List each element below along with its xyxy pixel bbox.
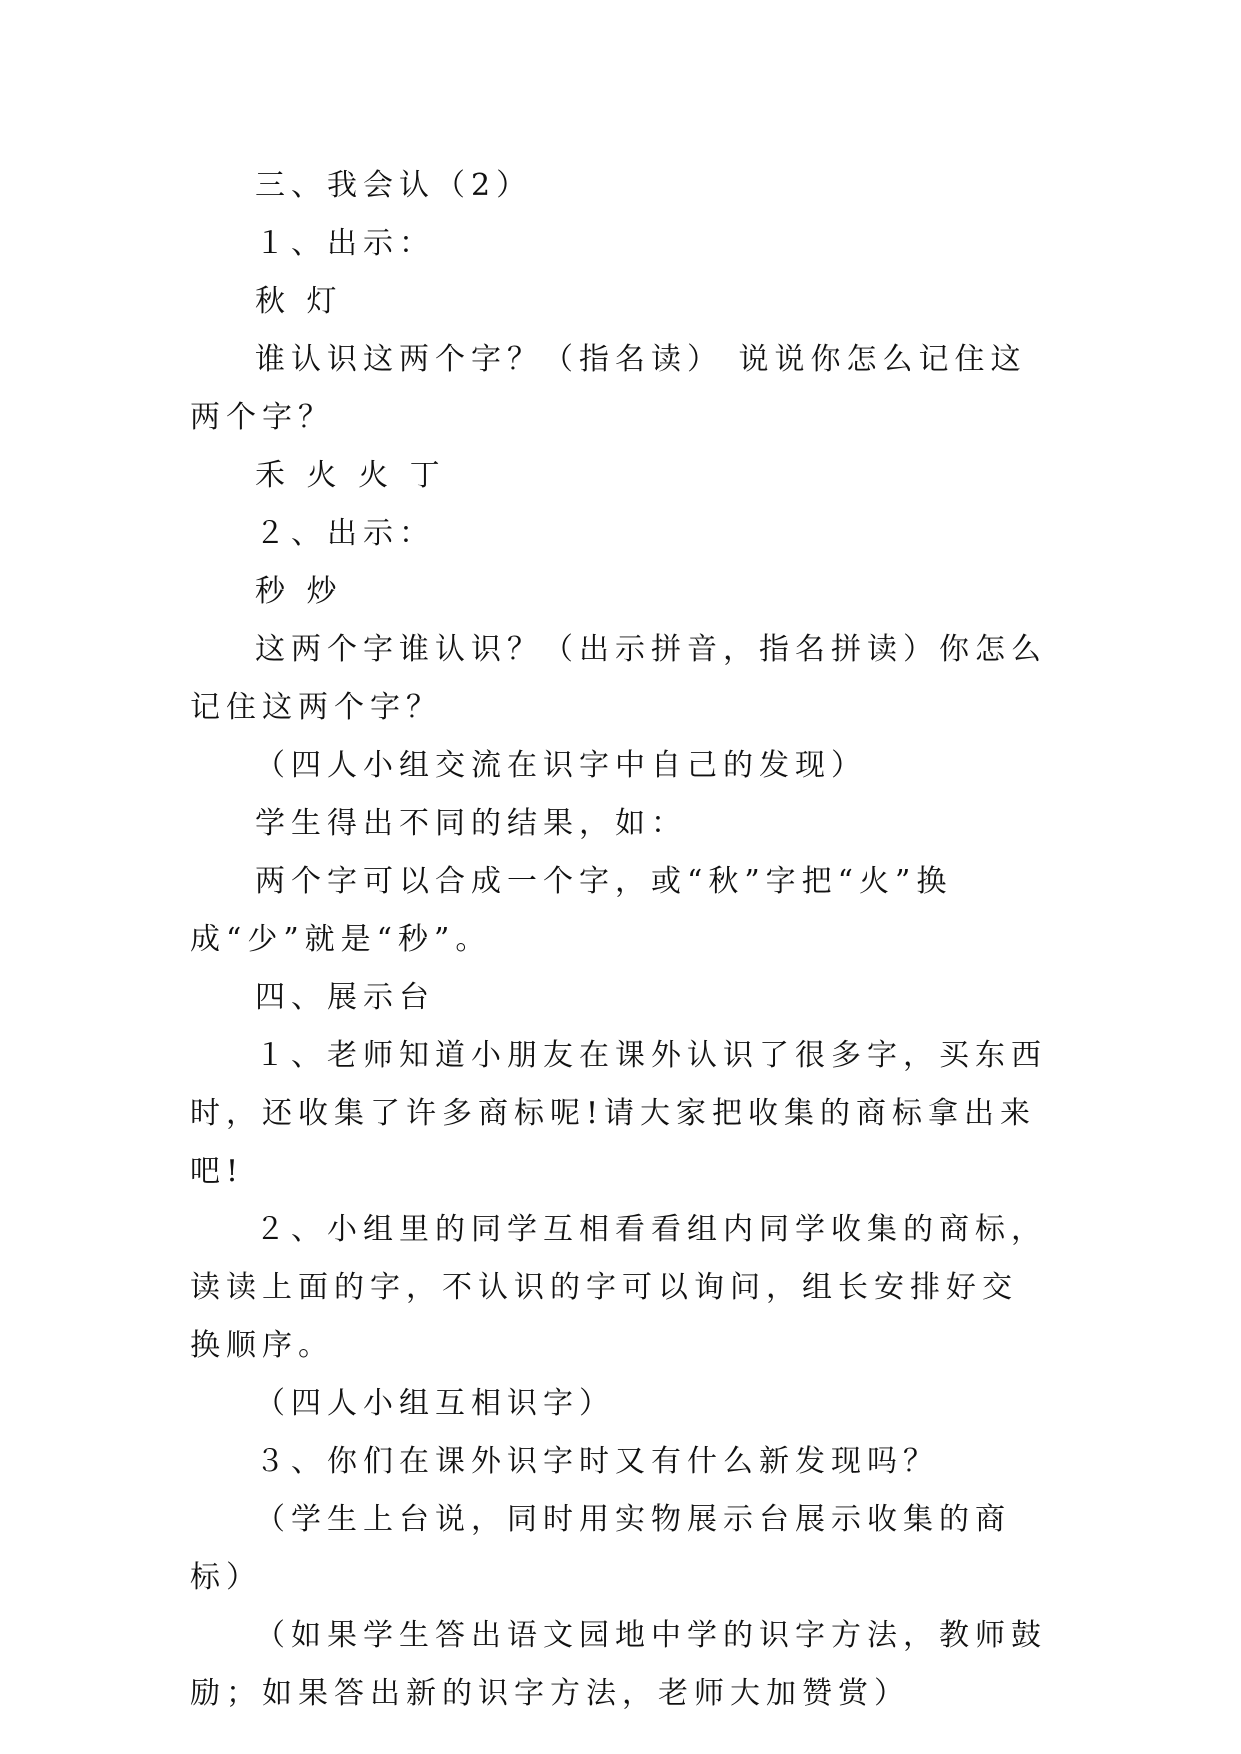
paragraph-showcase-2: ２、小组里的同学互相看看组内同学收集的商标，读读上面的字，不认识的字可以询问，组长安排好交换顺序。 (190, 1212, 1047, 1363)
paragraph-group-reading: （四人小组互相识字） (255, 1386, 615, 1421)
paragraph-showcase-3: ３、你们在课外识字时又有什么新发现吗？ (255, 1444, 939, 1479)
section-heading-recognize: 三、我会认（2） (255, 168, 533, 203)
paragraph-group-discussion: （四人小组交流在识字中自己的发现） (255, 748, 867, 783)
paragraph-show-2: ２、出示： (255, 516, 435, 551)
section-heading-showcase: 四、展示台 (255, 980, 435, 1015)
paragraph-student-present: （学生上台说，同时用实物展示台展示收集的商标） (190, 1502, 1011, 1595)
document-body (190, 157, 1050, 1723)
paragraph-results: 学生得出不同的结果，如： (255, 806, 687, 841)
paragraph-characters-1: 秋 灯 (255, 284, 343, 319)
paragraph-components: 禾 火 火 丁 (255, 458, 446, 493)
paragraph-show-1: １、出示： (255, 226, 435, 261)
paragraph-question-2: 这两个字谁认识？（出示拼音，指名拼读）你怎么记住这两个字？ (190, 632, 1047, 725)
paragraph-teacher-feedback: （如果学生答出语文园地中学的识字方法，教师鼓励；如果答出新的识字方法，老师大加赞赏） (190, 1618, 1047, 1711)
paragraph-question-1: 谁认识这两个字？（指名读） 说说你怎么记住这两个字？ (190, 342, 1027, 435)
paragraph-characters-2: 秒 炒 (255, 574, 343, 609)
paragraph-showcase-1: １、老师知道小朋友在课外认识了很多字，买东西时，还收集了许多商标呢!请大家把收集的商标拿出来吧! (190, 1038, 1047, 1189)
paragraph-example: 两个字可以合成一个字，或“秋”字把“火”换成“少”就是“秒”。 (190, 864, 953, 957)
